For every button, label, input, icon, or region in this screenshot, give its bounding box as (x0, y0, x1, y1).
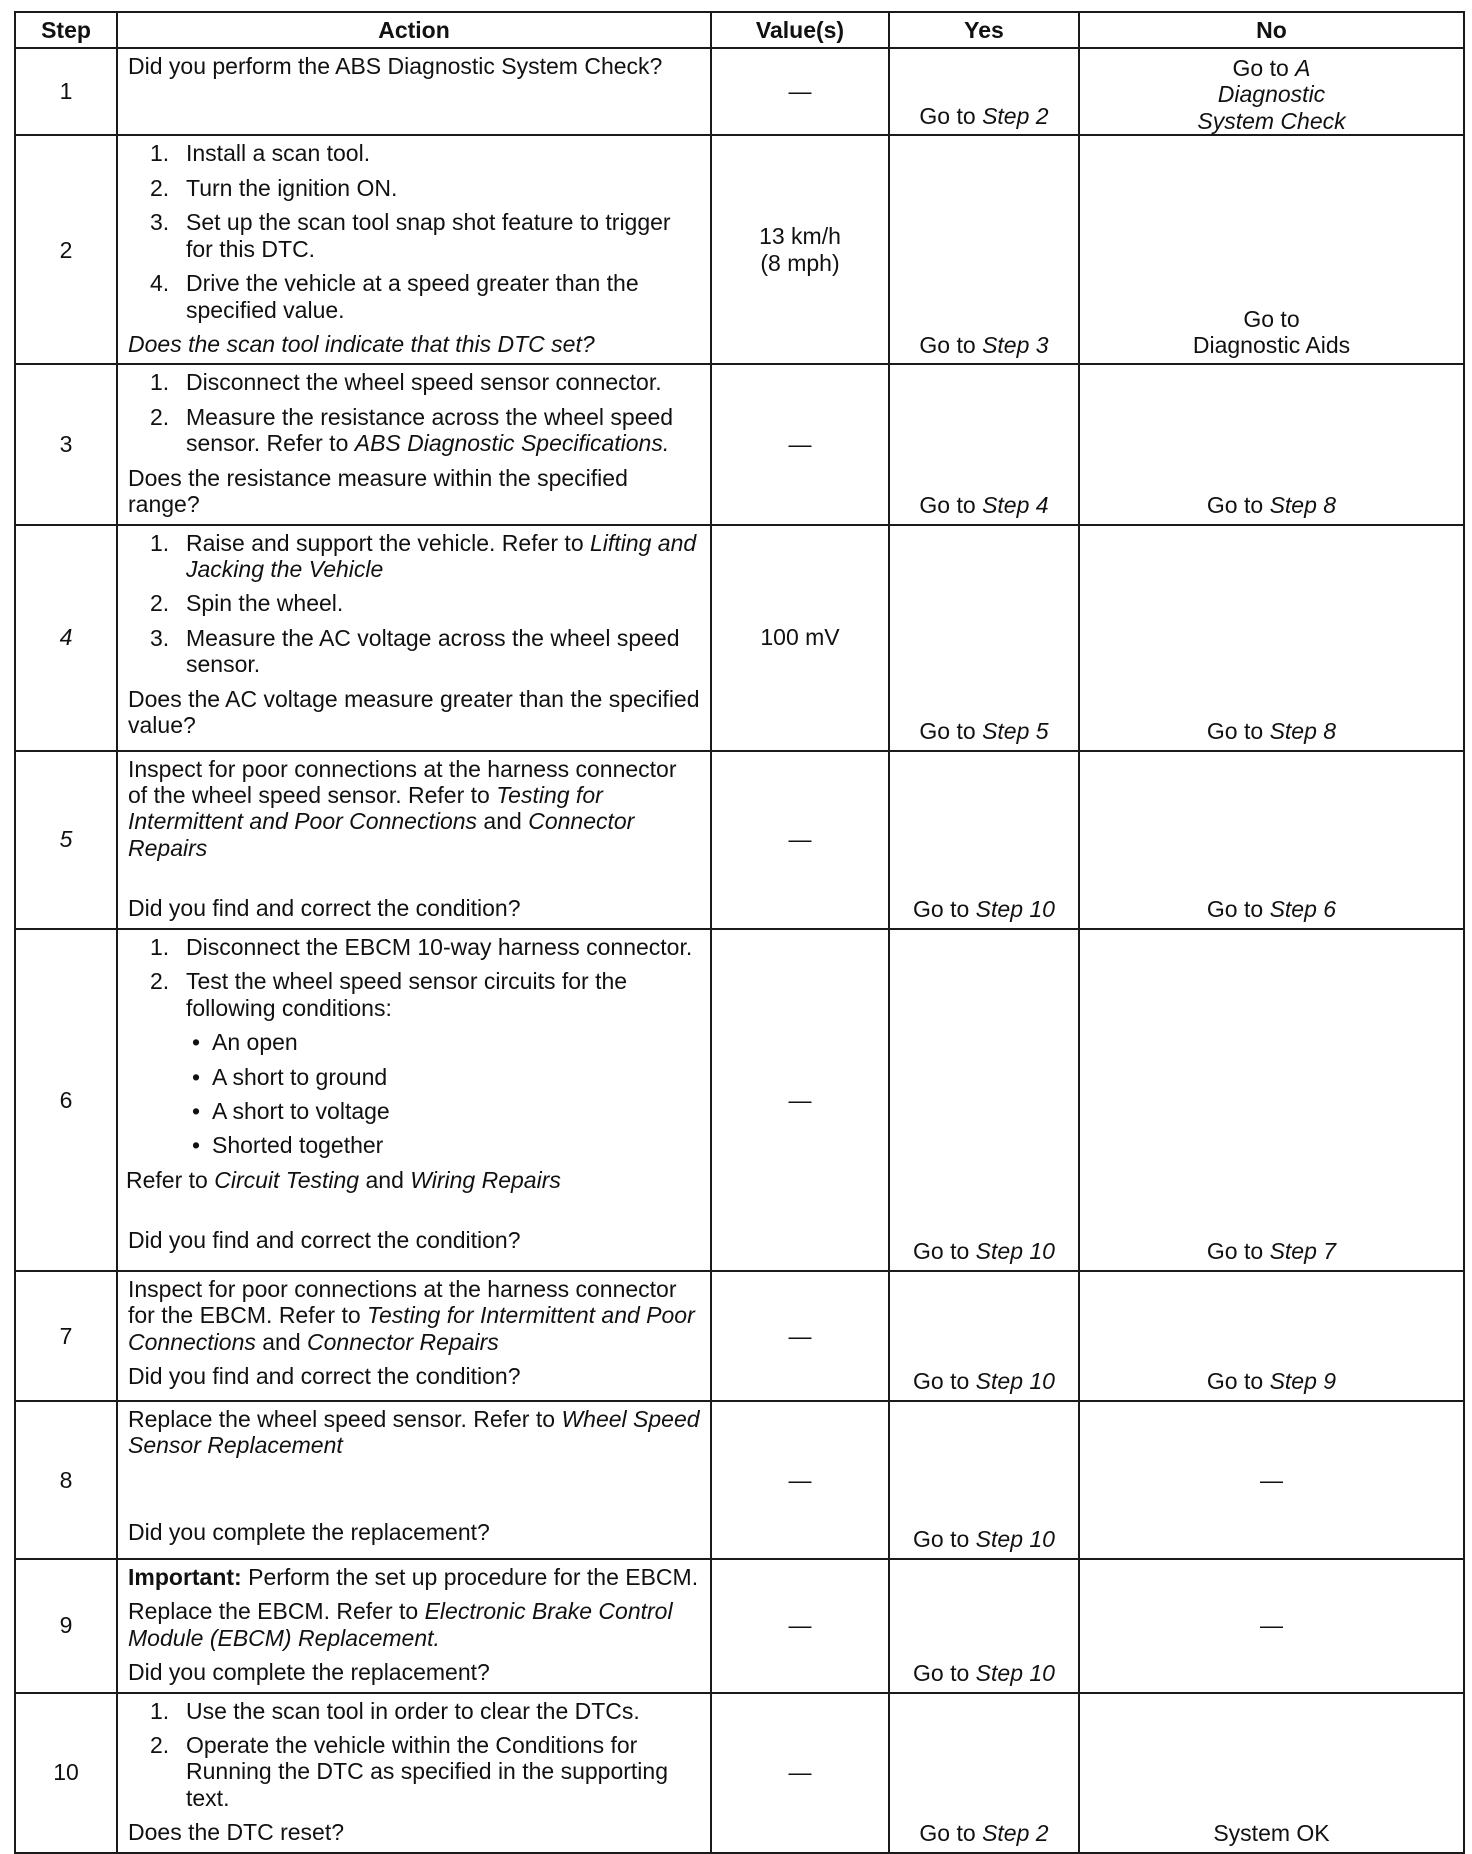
value-cell: — (711, 929, 889, 1271)
action-cell (117, 1401, 711, 1559)
list-item: • Shorted together (192, 1132, 384, 1159)
action-steps (128, 369, 700, 456)
list-item: • An open (192, 1029, 298, 1056)
no-cell: Go to Step 6 (1079, 751, 1464, 929)
action-question: Does the AC voltage measure greater than the specified value? (128, 685, 700, 739)
value-cell: — (711, 48, 889, 135)
action-text: Refer to Circuit Testing and Wiring Repairs (126, 1166, 561, 1193)
action-text: Inspect for poor connections at the harness connector for the EBCM. Refer to Testing for Intermittent and Poor Connections and Connector Repairs (128, 1275, 695, 1355)
header-row (15, 12, 1464, 48)
action-question: Did you complete the replacement? (128, 1518, 490, 1545)
action-step-item: 1. Raise and support the vehicle. Refer to Lifting and Jacking the Vehicle (150, 529, 697, 582)
yes-step-ref: Step 10 (975, 1526, 1055, 1553)
action-step-item: 1. Disconnect the EBCM 10-way harness connector. (150, 933, 693, 960)
table-row (15, 135, 1464, 364)
table-row (15, 1559, 1464, 1693)
table-row (15, 929, 1464, 1271)
table-row (15, 48, 1464, 135)
yes-cell: Go to Step 3 (889, 135, 1079, 364)
no-cell: — (1079, 1559, 1464, 1693)
yes-cell: Go to Step 10 (889, 751, 1079, 929)
no-cell: — (1079, 1401, 1464, 1559)
action-text: Replace the EBCM. Refer to Electronic Brake Control Module (EBCM) Replacement. (128, 1598, 673, 1651)
important-note: Important: Perform the set up procedure for the EBCM. (128, 1563, 699, 1590)
action-step-item: 2. Operate the vehicle within the Conditions for Running the DTC as specified in the supporting text. (150, 1731, 669, 1811)
yes-step-ref: Step 3 (982, 331, 1049, 358)
step-number: 10 (15, 1693, 117, 1853)
step-number: 7 (15, 1271, 117, 1401)
yes-step-ref: Step 10 (975, 896, 1055, 923)
action-step-item: 2. Spin the wheel. (150, 590, 344, 617)
action-cell (117, 929, 711, 1271)
action-cell (117, 48, 711, 135)
header-no: No (1079, 12, 1464, 48)
action-text: Replace the wheel speed sensor. Refer to Wheel Speed Sensor Replacement (128, 1405, 700, 1459)
header-step: Step (15, 12, 117, 48)
value-cell: 13 km/h (8 mph) (711, 135, 889, 364)
yes-step-ref: Step 5 (982, 718, 1049, 745)
header-yes: Yes (889, 12, 1079, 48)
action-question: Did you find and correct the condition? (128, 895, 521, 922)
action-step-item: 4. Drive the vehicle at a speed greater than the specified value. (150, 270, 639, 323)
value-cell: — (711, 1401, 889, 1559)
action-question: Did you perform the ABS Diagnostic System Check? (128, 53, 663, 79)
value-cell: — (711, 364, 889, 524)
action-steps (128, 530, 700, 678)
action-step-item: 2. Measure the resistance across the wheel speed sensor. Refer to ABS Diagnostic Specifications. (150, 403, 674, 457)
value-cell: — (711, 751, 889, 929)
no-cell: Go to Step 9 (1079, 1271, 1464, 1401)
no-cell: Go to Step 8 (1079, 525, 1464, 751)
action-question: Did you find and correct the condition? (128, 1363, 521, 1390)
value-cell: 100 mV (711, 525, 889, 751)
no-cell: Go to Step 8 (1079, 364, 1464, 524)
condition-list (186, 1029, 700, 1159)
action-step-item: 2. Turn the ignition ON. (150, 174, 398, 201)
action-step-item: 3. Measure the AC voltage across the wheel speed sensor. (150, 624, 680, 678)
step-number: 2 (15, 135, 117, 364)
action-cell (117, 751, 711, 929)
step-number: 3 (15, 364, 117, 524)
yes-cell: Go to Step 10 (889, 1559, 1079, 1693)
yes-cell: Go to Step 5 (889, 525, 1079, 751)
yes-cell: Go to Step 10 (889, 929, 1079, 1271)
yes-step-ref: Step 10 (975, 1660, 1055, 1687)
action-steps (128, 140, 700, 323)
yes-step-ref: Step 10 (975, 1238, 1055, 1265)
step-number: 1 (15, 48, 117, 135)
diagnostic-table (14, 11, 1465, 1854)
table-row (15, 525, 1464, 751)
no-cell: System OK (1079, 1693, 1464, 1853)
table-row (15, 751, 1464, 929)
action-question: Does the resistance measure within the specified range? (128, 464, 628, 518)
action-cell (117, 525, 711, 751)
yes-cell: Go to Step 2 (889, 48, 1079, 135)
header-values: Value(s) (711, 12, 889, 48)
value-cell: — (711, 1271, 889, 1401)
action-step-item: 3. Set up the scan tool snap shot feature to trigger for this DTC. (150, 209, 671, 262)
step-number: 6 (15, 929, 117, 1271)
value-cell: — (711, 1693, 889, 1853)
step-number: 5 (15, 751, 117, 929)
header-action: Action (117, 12, 711, 48)
no-step-ref: Step 6 (1269, 896, 1337, 923)
yes-cell: Go to Step 10 (889, 1271, 1079, 1401)
no-step-ref: Step 8 (1269, 492, 1337, 519)
diagnostic-document (14, 11, 1463, 1854)
action-cell (117, 1271, 711, 1401)
action-text: Inspect for poor connections at the harness connector of the wheel speed sensor. Refer to Testing for Intermittent and Poor Connections and Connector Repairs (128, 755, 677, 861)
table-row (15, 1271, 1464, 1401)
yes-step-ref: Step 10 (975, 1368, 1055, 1395)
action-step-item: 1. Disconnect the wheel speed sensor connector. (150, 369, 662, 396)
yes-step-ref: Step 2 (982, 1820, 1049, 1847)
no-cell: Go to Diagnostic Aids (1079, 135, 1464, 364)
table-row (15, 364, 1464, 524)
no-step-ref: Step 8 (1269, 718, 1337, 745)
step-number: 4 (15, 525, 117, 751)
action-steps (128, 934, 700, 1159)
action-cell (117, 1559, 711, 1693)
list-item: • A short to voltage (192, 1097, 390, 1124)
no-cell: Go to Step 7 (1079, 929, 1464, 1271)
yes-step-ref: Step 4 (982, 492, 1049, 519)
action-question: Does the scan tool indicate that this DTC set? (128, 330, 595, 357)
list-item: • A short to ground (192, 1063, 388, 1090)
action-cell (117, 364, 711, 524)
action-cell (117, 1693, 711, 1853)
action-question: Did you complete the replacement? (128, 1659, 490, 1686)
yes-cell: Go to Step 4 (889, 364, 1079, 524)
step-number: 9 (15, 1559, 117, 1693)
no-step-ref: Step 7 (1269, 1238, 1337, 1265)
action-step-item: 1. Use the scan tool in order to clear the DTCs. (150, 1697, 640, 1724)
yes-cell: Go to Step 10 (889, 1401, 1079, 1559)
action-cell (117, 135, 711, 364)
value-cell: — (711, 1559, 889, 1693)
yes-cell: Go to Step 2 (889, 1693, 1079, 1853)
yes-step-ref: Step 2 (982, 102, 1049, 129)
action-question: Did you find and correct the condition? (128, 1227, 521, 1254)
action-steps (128, 1698, 700, 1812)
table-row (15, 1693, 1464, 1853)
table-row (15, 1401, 1464, 1559)
action-step-item: 2. Test the wheel speed sensor circuits for the following conditions: • An open • A short to ground • A short to voltage • Shorted together (128, 968, 700, 1159)
action-question: Does the DTC reset? (128, 1819, 345, 1846)
no-cell: Go to A Diagnostic System Check (1079, 48, 1464, 135)
no-step-ref: Step 9 (1269, 1368, 1337, 1395)
action-step-item: 1. Install a scan tool. (150, 140, 371, 167)
step-number: 8 (15, 1401, 117, 1559)
